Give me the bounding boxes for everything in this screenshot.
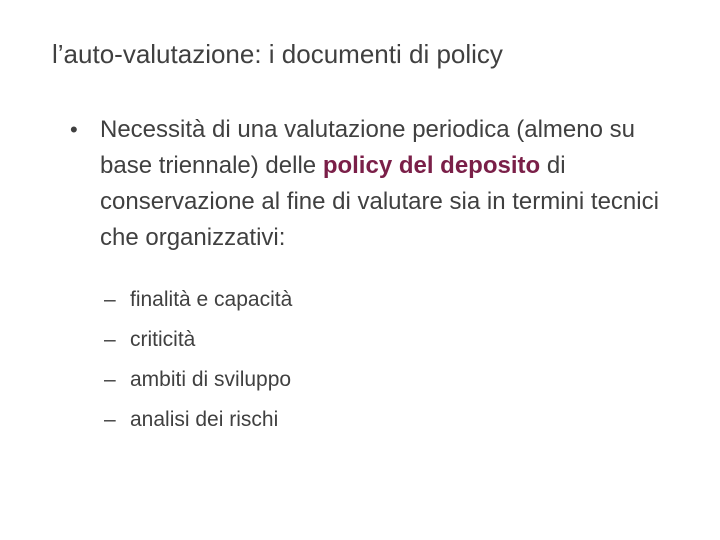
dash-marker: – xyxy=(104,288,116,311)
bullet-item xyxy=(70,112,690,256)
main-bullet xyxy=(70,112,690,256)
sub-item-ambiti xyxy=(104,362,664,402)
sub-item-label: analisi dei rischi xyxy=(130,408,279,431)
sub-item-finalita xyxy=(104,282,664,322)
sub-list xyxy=(104,282,664,442)
dash-marker: – xyxy=(104,368,116,391)
dash-marker: – xyxy=(104,408,116,431)
bullet-text-after: di conservazione al fine di valutare sia in termini tecnici che organizzativi: xyxy=(100,152,659,251)
sub-item-criticita xyxy=(104,322,664,362)
bullet-marker: • xyxy=(70,117,78,142)
sub-item-rischi xyxy=(104,402,664,442)
sub-item-label: ambiti di sviluppo xyxy=(130,368,292,391)
bullet-text-emphasis: policy del deposito xyxy=(322,152,541,179)
sub-item-label: finalità e capacità xyxy=(130,288,293,311)
slide-title: l’auto-valutazione: i documenti di policy xyxy=(52,39,503,69)
dash-marker: – xyxy=(104,328,116,351)
bullet-text xyxy=(100,112,690,256)
bullet-text-before: Necessità di una valutazione periodica (almeno su base triennale) delle xyxy=(100,116,635,179)
sub-item-label: criticità xyxy=(130,328,196,351)
